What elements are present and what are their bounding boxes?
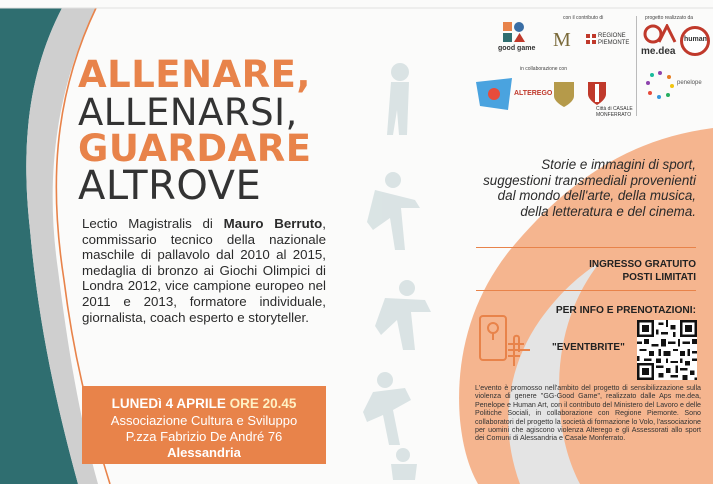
event-time: ORE 20.45 [229, 396, 297, 411]
medea-logo-icon [641, 24, 677, 44]
project-disclaimer: L'evento è promosso nell'ambito del progetto di sensibilizzazione sulla violenza di genere "GG-Good Game", realizzato dalle Aps me.dea, Penelope e Human Art, con il contributo del Ministero del Lavoro e delle Politiche Sociali, in collaborazione con Regione Piemonte. Sono collaboratori del progetto la società di formazione lo Volo, l'associazione per uomini che agiscono violenza Alterego e gli Assessorati allo sport dei Comuni di Alessandria e Casale Monferrato. [475, 384, 701, 443]
admission-info [540, 258, 696, 284]
svg-text:M: M [553, 29, 571, 51]
event-city: Alessandria [167, 445, 241, 460]
event-details-box [82, 386, 326, 464]
title-line-4: ALTROVE [78, 163, 262, 209]
title-line-3: GUARDARE [78, 127, 312, 170]
medea-logo-text: me.dea [641, 46, 676, 57]
collab-label: in collaborazione con [520, 66, 567, 72]
contrib-label: con il contributo di [563, 15, 604, 21]
altergo-logo-text: ALTEREGO [514, 90, 553, 97]
tagline: Storie e immagini di sport, suggestioni transmediali provenienti dal mondo dell'arte, della musica, della letteratura e del cinema. [483, 157, 696, 219]
event-address: P.zza Fabrizio De André 76 [125, 429, 283, 444]
free-entry: INGRESSO GRATUITO [589, 259, 696, 270]
regione-flag-icon [586, 34, 596, 44]
lectio-bio: , commissario tecnico della nazionale maschile di pallavolo dal 2010 al 2015, medaglia di bronzo ai Giochi Olimpici di Londra 2012, vice campione europeo nel 2011 e 2013, formatore individuale, giornalista, coach esperto e storyteller. [82, 216, 326, 325]
eventbrite-label: "EVENTBRITE" [552, 342, 625, 353]
limited-seats: POSTI LIMITATI [622, 272, 696, 283]
title-line-2: ALLENARSI, [78, 91, 298, 134]
ministero-logo-icon [549, 26, 577, 52]
lectio-intro: Lectio Magistralis di [82, 216, 224, 231]
penelope-logo-icon [645, 70, 675, 100]
tagline-divider [476, 247, 696, 248]
info-divider [476, 290, 696, 291]
lectio-description [82, 216, 326, 325]
logo-divider [636, 16, 637, 116]
athlete-silhouettes [345, 50, 455, 480]
alessandria-crest-icon [552, 80, 576, 108]
human-logo-text: human [684, 36, 707, 43]
good-game-logo-icon [503, 22, 525, 42]
event-date: LUNEDì 4 APRILE [111, 396, 230, 411]
event-datetime [82, 396, 326, 411]
regione-logo-text: REGIONE PIEMONTE [598, 33, 630, 46]
qr-code-icon[interactable] [637, 320, 697, 380]
good-game-logo-text: good game [498, 45, 536, 52]
penelope-logo-text: penelope [677, 80, 702, 86]
info-label: PER INFO E PRENOTAZIONI: [555, 305, 696, 316]
volo-logo-icon [476, 78, 512, 110]
project-label: progetto realizzato da [645, 15, 694, 21]
casale-crest-icon [586, 80, 608, 106]
casale-logo-text: Città di CASALE MONFERRATO [596, 106, 633, 118]
event-venue: Associazione Cultura e Sviluppo [110, 413, 298, 428]
speaker-name: Mauro Berruto [223, 216, 323, 231]
booking-phone-icon [474, 308, 536, 370]
title-line-1: ALLENARE, [78, 53, 311, 96]
